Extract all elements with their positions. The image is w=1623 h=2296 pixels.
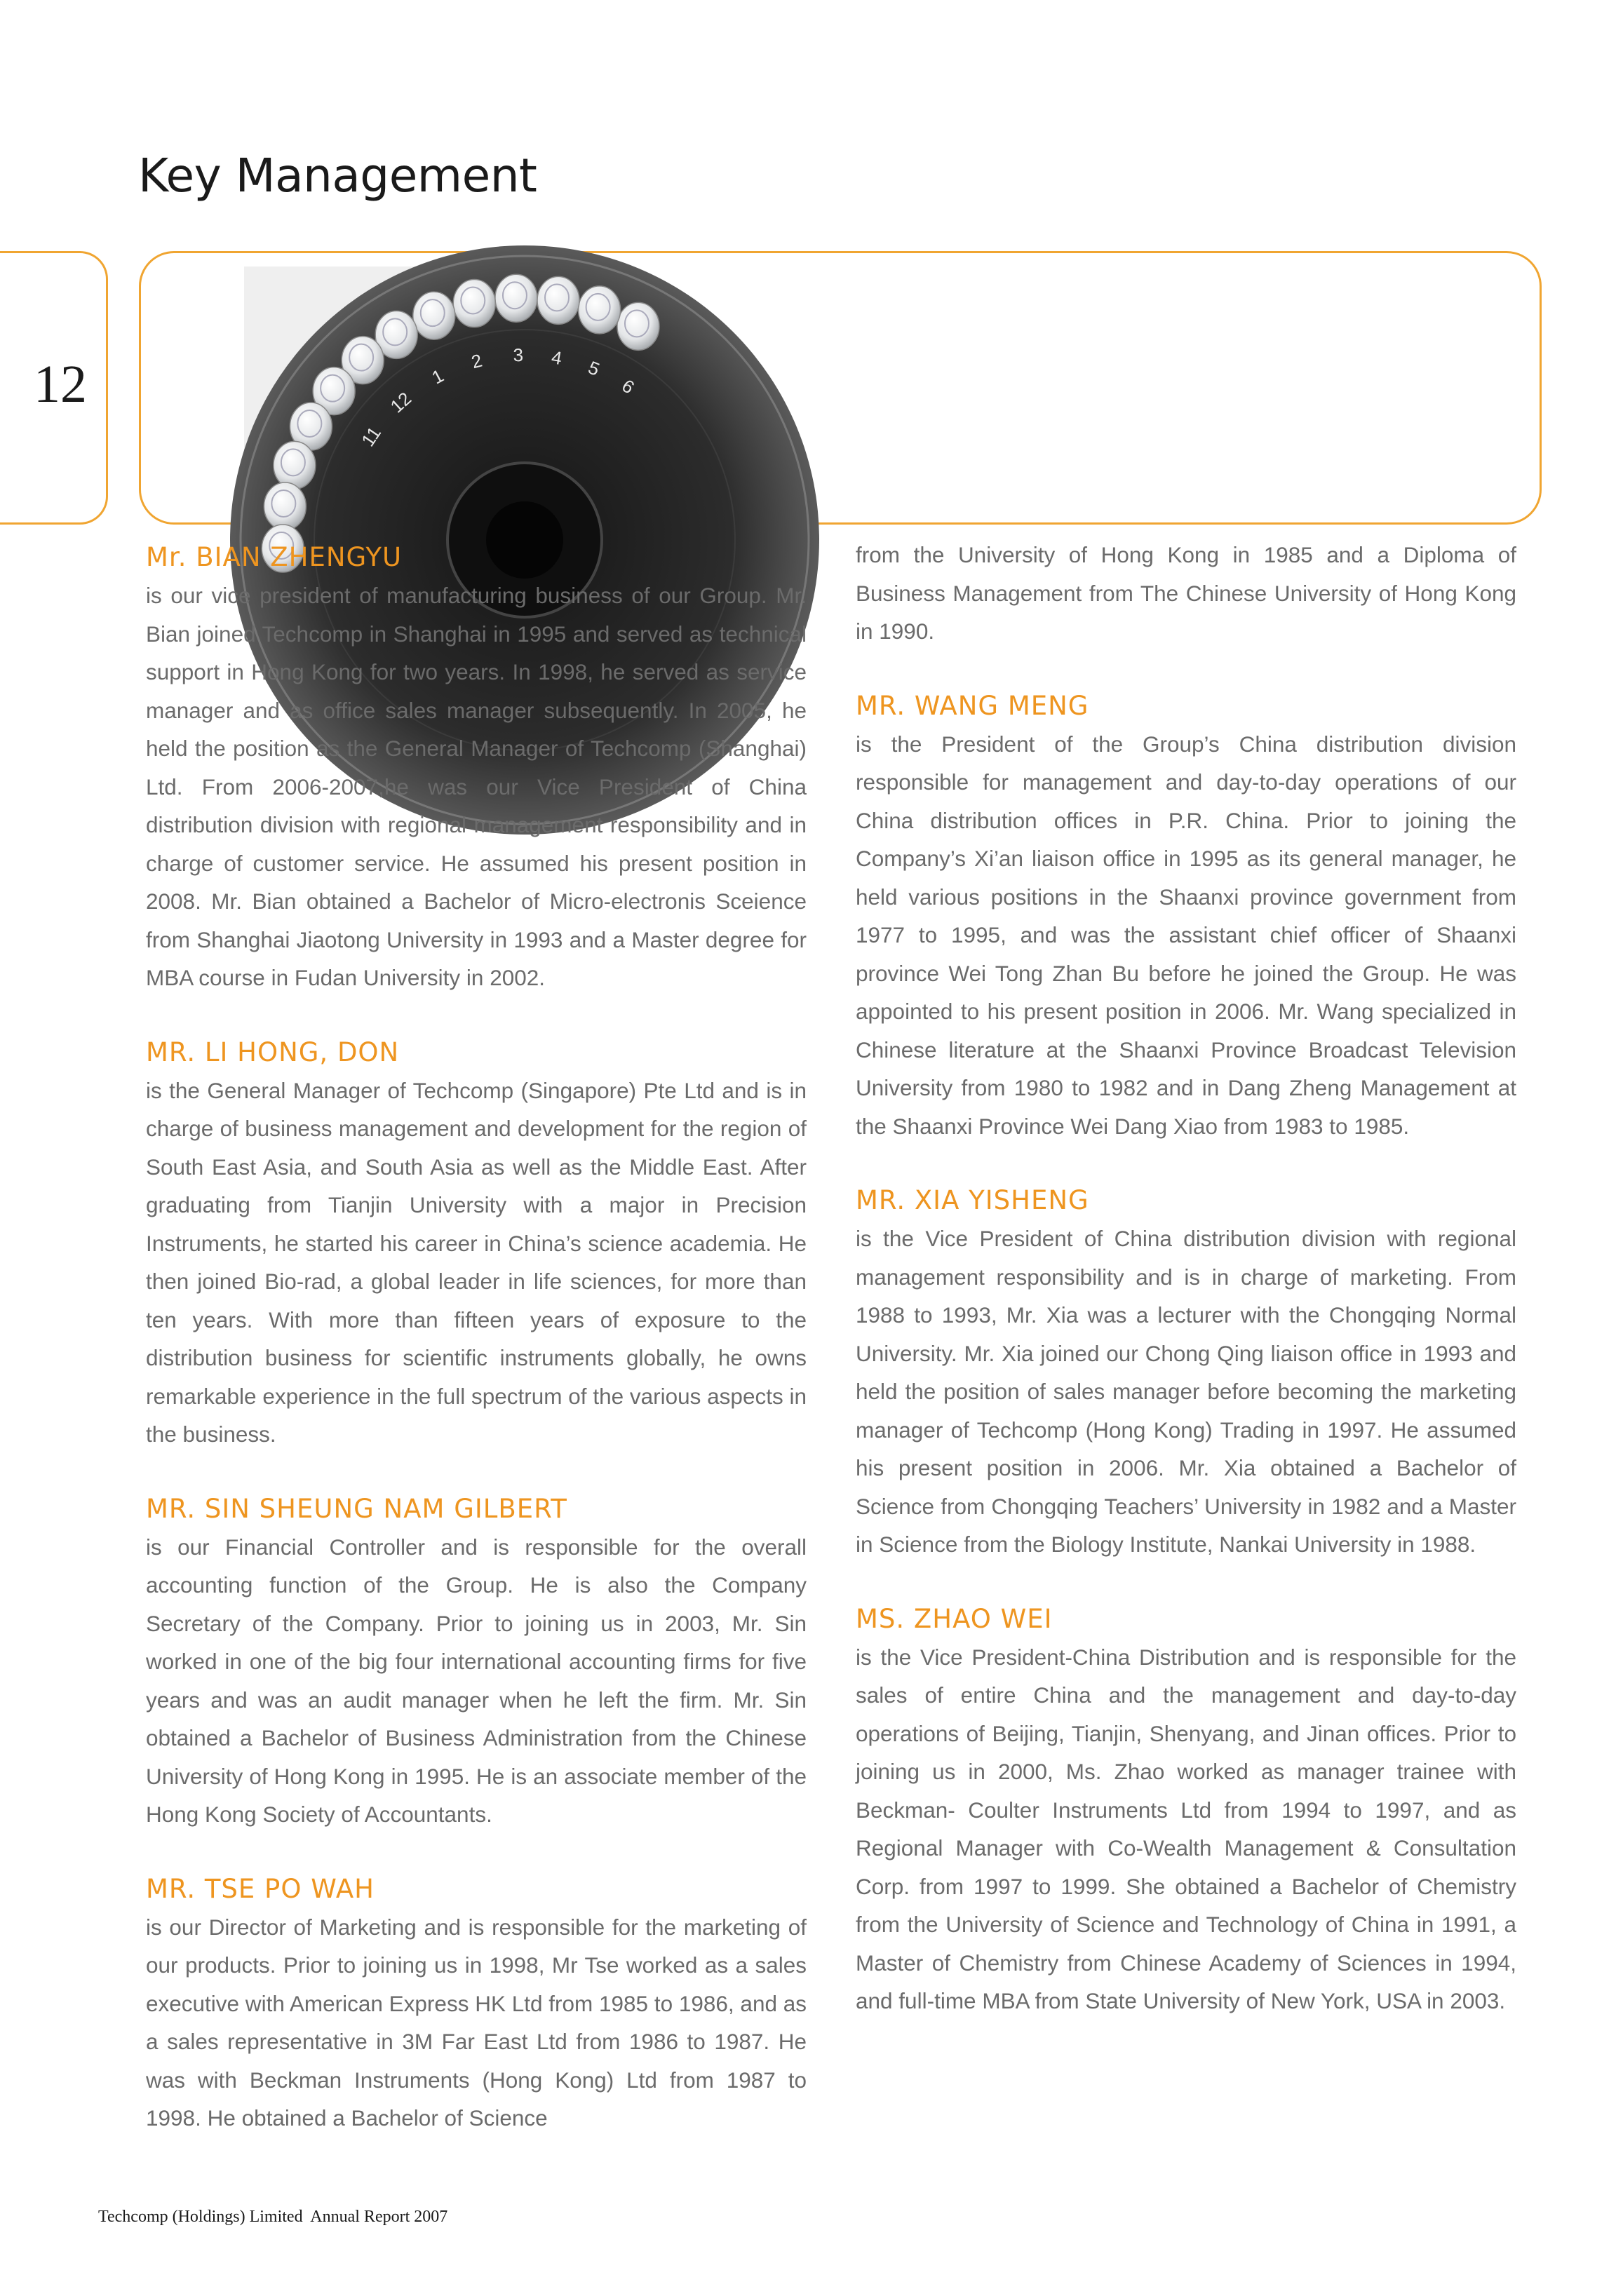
bio-name: MR. LI HONG, DON: [146, 1036, 400, 1067]
bio-name: MR. WANG MENG: [856, 690, 1089, 721]
sample-tube: [274, 441, 316, 489]
bio-name: MR. XIA YISHENG: [856, 1185, 1089, 1215]
bio-text-continued: from the University of Hong Kong in 1985 and a Diploma of Business Management from The Chinese University of Hong Kong in 1990.: [856, 542, 1516, 644]
bio-name: MR. SIN SHEUNG NAM GILBERT: [146, 1493, 567, 1524]
bio-text: is the Vice President of China distribution division with regional management responsibility and is in charge of marketing. From 1988 to 1993, Mr. Xia was a lecturer with the Chongqing Normal University. Mr. Xia joined our Chong Qing liaison office in 1993 and held the position of sales manager before becoming the marketing manager of Techcomp (Hong Kong) Trading in 1997. He assumed his present position in 2006. Mr. Xia obtained a Bachelor of Science from Chongqing Teachers’ University in 1982 and a Master in Science from the Biology Institute, Nankai University in 1988.: [856, 1226, 1516, 1557]
bio-text: is our Director of Marketing and is responsible for the marketing of our products. Prior to joining us in 1998, Mr Tse worked as a sales executive with American Express HK Ltd from 1985 to 1986, and as a sales representative in 3M Far East Ltd from 1986 to 1987. He was with Beckman Instruments (Hong Kong) Ltd from 1987 to 1998. He obtained a Bachelor of Science: [146, 1914, 807, 2130]
left-column: [146, 539, 807, 2174]
rotor-position-number: 5: [585, 356, 603, 380]
footer-report: Annual Report 2007: [310, 2208, 448, 2226]
sample-tube: [413, 292, 455, 339]
right-column: [856, 539, 1516, 2057]
page-title: Key Management: [138, 149, 537, 203]
rotor-position-number: 4: [550, 346, 564, 370]
sample-tube: [264, 482, 306, 530]
sample-tube: [495, 274, 537, 322]
bio-text: is our Financial Controller and is responsible for the overall accounting function of the Group. He is also the Company Secretary of the Company. Prior to joining us in 2003, Mr. Sin worked in one of the big four international accounting firms for five years and was an audit manager when he left the firm. Mr. Sin obtained a Bachelor of Business Administration from the Chinese University of Hong Kong in 1995. He is an associate member of the Hong Kong Society of Accountants.: [146, 1534, 807, 1827]
bio-name: Mr. BIAN ZHENGYU: [146, 542, 403, 572]
bio-tse-po-wah-continued: [856, 536, 1516, 651]
bio-name: MR. TSE PO WAH: [146, 1873, 375, 1904]
rotor-position-number: 2: [469, 349, 485, 373]
rotor-position-number: 12: [386, 387, 416, 417]
sample-tube: [579, 286, 621, 334]
footer-company: Techcomp (Holdings) Limited: [98, 2208, 303, 2226]
sample-tube: [537, 276, 579, 324]
rotor-position-number: 11: [357, 422, 386, 450]
bio-sin-sheung-nam-gilbert: [146, 1490, 807, 1834]
bio-name: MS. ZHAO WEI: [856, 1603, 1053, 1634]
rotor-position-number: 1: [428, 365, 447, 389]
rotor-position-number: 3: [513, 344, 524, 366]
bio-bian-zhengyu: [146, 539, 807, 997]
bio-text: is the President of the Group’s China distribution division responsible for management and day-to-day operations of our China distribution offices in P.R. China. Prior to joining the Company’s Xi’an liaison office in 1995 as its general manager, he held various positions in the Shaanxi province government from 1977 to 1995, and was the assistant chief officer of Shaanxi province Wei Tong Zhan Bu before he joined the Group. He was appointed to his present position in 2006. Mr. Wang specialized in Chinese literature at the Shaanxi Province Broadcast Television University from 1980 to 1982 and in Dang Zheng Management at the Shaanxi Province Wei Dang Xiao from 1983 to 1985.: [856, 731, 1516, 1139]
page-number: 12: [34, 355, 87, 414]
sample-tube: [453, 280, 495, 327]
bio-xia-yisheng: [856, 1182, 1516, 1564]
sample-tube: [617, 302, 659, 350]
bio-text: is our vice president of manufacturing business of our Group. Mr. Bian joined Techcomp in Shanghai in 1995 and served as technical support in Hong Kong for two years. In 1998, he served as service manager and as office sales manager subsequently. In 2005, he held the position as the General Manager of Techcomp (Shanghai) Ltd. From 2006-2007,he was our Vice President of China distribution division with regional management responsibility and in charge of customer service. He assumed his present position in 2008. Mr. Bian obtained a Bachelor of Micro-electronis Sceience from Shanghai Jiaotong University in 1993 and a Master degree for MBA course in Fudan University in 2002.: [146, 583, 807, 990]
sample-tube-rotor-photo: [244, 266, 639, 509]
bio-li-hong-don: [146, 1034, 807, 1454]
bio-text: is the General Manager of Techcomp (Singapore) Pte Ltd and is in charge of business management and development for the region of South East Asia, and South Asia as well as the Middle East. After graduating from Tianjin University with a major in Precision Instruments, he started his career in China’s science academia. He then joined Bio-rad, a global leader in life sciences, for more than ten years. With more than fifteen years of exposure to the distribution business for scientific instruments globally, he owns remarkable experience in the full spectrum of the various aspects in the business.: [146, 1077, 807, 1447]
rotor-position-number: 6: [618, 374, 639, 398]
bio-zhao-wei: [856, 1600, 1516, 2020]
footer: [98, 2208, 447, 2227]
bio-text: is the Vice President-China Distribution and is responsible for the sales of entire China and the management and day-to-day operations of Beijing, Tianjin, Shenyang, and Jinan offices. Prior to joining us in 2000, Ms. Zhao worked as manager trainee with Beckman- Coulter Instruments Ltd from 1994 to 1997, and as Regional Manager with Co-Wealth Management & Consultation Corp. from 1997 to 1999. She obtained a Bachelor of Chemistry from the University of Science and Technology of China in 1991, a Master of Chemistry from Chinese Academy of Sciences in 1994, and full-time MBA from State University of New York, USA in 2003.: [856, 1644, 1516, 2013]
bio-tse-po-wah: [146, 1870, 807, 2138]
bio-wang-meng: [856, 687, 1516, 1146]
